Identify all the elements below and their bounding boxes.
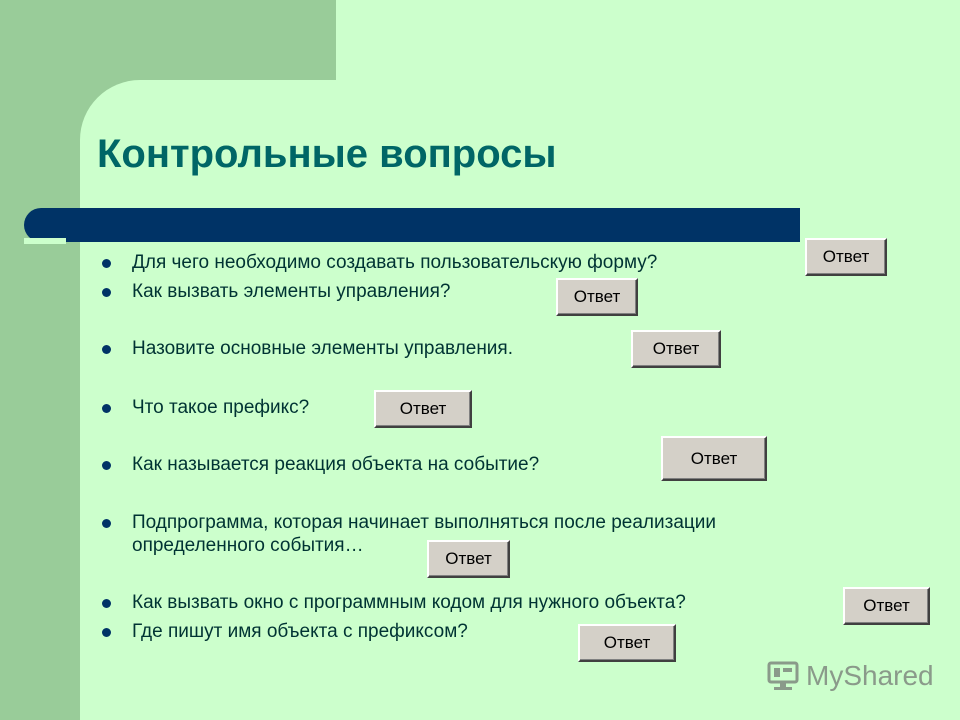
- question-2: Как вызвать элементы управления?: [132, 281, 451, 302]
- top-decor-band: [0, 0, 336, 80]
- question-6-line-2: определенного события…: [132, 535, 364, 556]
- bullet-icon: [102, 345, 111, 354]
- bullet-icon: [102, 519, 111, 528]
- watermark-logo: [766, 656, 934, 696]
- answer-button-4[interactable]: Ответ: [374, 390, 472, 428]
- slide-title: Контрольные вопросы: [97, 132, 557, 176]
- bullet-icon: [102, 259, 111, 268]
- question-3: Назовите основные элементы управления.: [132, 338, 513, 359]
- answer-button-1[interactable]: Ответ: [805, 238, 887, 276]
- question-6-line-1: Подпрограмма, которая начинает выполняться после реализации: [132, 512, 716, 533]
- bullet-icon: [102, 599, 111, 608]
- bullet-icon: [102, 404, 111, 413]
- bullet-icon: [102, 628, 111, 637]
- bullet-icon: [102, 461, 111, 470]
- answer-button-8[interactable]: Ответ: [578, 624, 676, 662]
- answer-button-2[interactable]: Ответ: [556, 278, 638, 316]
- question-1: Для чего необходимо создавать пользовательскую форму?: [132, 252, 658, 273]
- question-4: Что такое префикс?: [132, 397, 310, 418]
- title-bar-notch: [24, 238, 66, 244]
- monitor-logo-icon: [766, 659, 800, 693]
- title-underline-bar: [24, 208, 800, 242]
- answer-button-7[interactable]: Ответ: [843, 587, 930, 625]
- question-7: Как вызвать окно с программным кодом для нужного объекта?: [132, 592, 686, 613]
- answer-button-5[interactable]: Ответ: [661, 436, 767, 481]
- bullet-icon: [102, 288, 111, 297]
- left-decor-band: [0, 0, 80, 720]
- answer-button-3[interactable]: Ответ: [631, 330, 721, 368]
- watermark-text: MyShared: [806, 660, 934, 691]
- question-8: Где пишут имя объекта с префиксом?: [132, 621, 468, 642]
- answer-button-6[interactable]: Ответ: [427, 540, 510, 578]
- question-5: Как называется реакция объекта на событие?: [132, 454, 540, 475]
